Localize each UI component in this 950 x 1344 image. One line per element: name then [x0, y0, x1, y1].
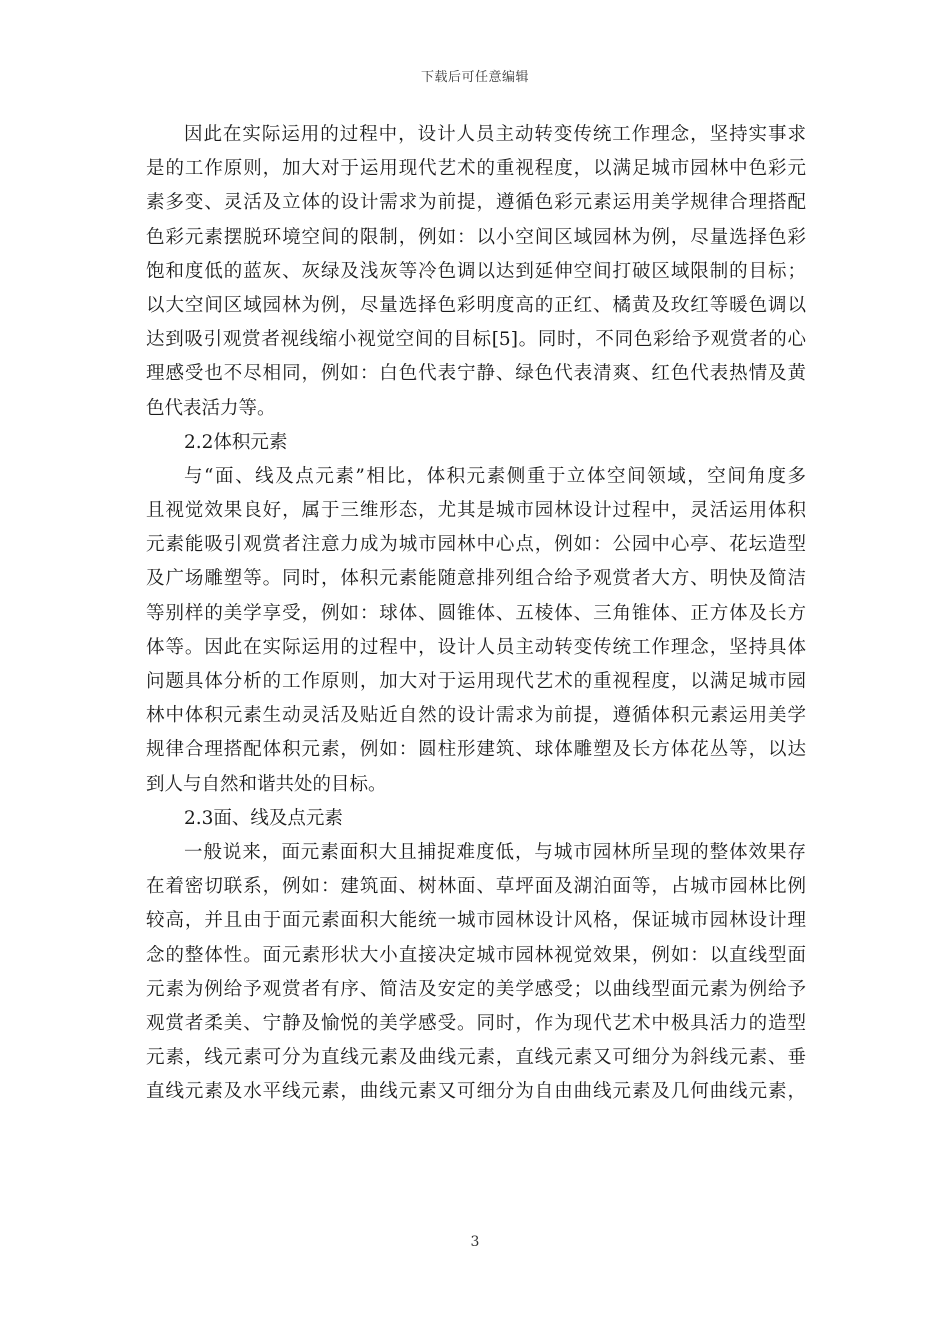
text-line: 且视觉效果良好，属于三维形态，尤其是城市园林设计过程中，灵活运用体积: [146, 500, 806, 522]
text-line: 达到吸引观赏者视线缩小视觉空间的目标[5]。同时，不同色彩给予观赏者的心: [146, 329, 806, 351]
text-line: 元素能吸引观赏者注意力成为城市园林中心点，例如：公园中心亭、花坛造型: [146, 534, 806, 556]
text-line: 与“面、线及点元素”相比，体积元素侧重于立体空间领域，空间角度多: [184, 465, 806, 487]
text-line: 等别样的美学享受，例如：球体、圆锥体、五棱体、三角锥体、正方体及长方: [146, 602, 806, 624]
text-line: 色代表活力等。: [146, 397, 276, 419]
text-line: 因此在实际运用的过程中，设计人员主动转变传统工作理念，坚持实事求: [184, 124, 806, 145]
text-line: 色彩元素摆脱环境空间的限制，例如：以小空间区域园林为例，尽量选择色彩: [146, 226, 806, 248]
text-line: 观赏者柔美、宁静及愉悦的美学感受。同时，作为现代艺术中极具活力的造型: [146, 1012, 806, 1034]
text-line: 到人与自然和谐共处的目标。: [146, 773, 387, 795]
text-line: 体等。因此在实际运用的过程中，设计人员主动转变传统工作理念，坚持具体: [146, 636, 806, 658]
page-number: 3: [470, 1234, 480, 1250]
paragraph-volume-elements: [146, 460, 806, 802]
paragraph-color-elements: [146, 118, 806, 426]
text-line: 及广场雕塑等。同时，体积元素能随意排列组合给予观赏者大方、明快及简洁: [146, 568, 806, 590]
text-line: 饱和度低的蓝灰、灰绿及浅灰等冷色调以达到延伸空间打破区域限制的目标；: [146, 260, 806, 282]
text-line: 规律合理搭配体积元素，例如：圆柱形建筑、球体雕塑及长方体花丛等，以达: [146, 739, 806, 761]
text-line: 直线元素及水平线元素，曲线元素又可细分为自由曲线元素及几何曲线元素，: [146, 1081, 806, 1103]
document-body: [146, 118, 806, 1109]
text-line: 理感受也不尽相同，例如：白色代表宁静、绿色代表清爽、红色代表热情及黄: [146, 363, 806, 385]
text-line: 较高，并且由于面元素面积大能统一城市园林设计风格，保证城市园林设计理: [146, 910, 806, 932]
section-heading-2-3: 2.3面、线及点元素: [184, 807, 343, 829]
text-line: 林中体积元素生动灵活及贴近自然的设计需求为前提，遵循体积元素运用美学: [146, 705, 806, 727]
text-line: 元素为例给予观赏者有序、简洁及安定的美学感受；以曲线型面元素为例给予: [146, 978, 806, 1000]
page-header: 下载后可任意编辑: [420, 70, 529, 85]
text-line: 问题具体分析的工作原则，加大对于运用现代艺术的重视程度，以满足城市园: [146, 671, 806, 692]
text-line: 在着密切联系，例如：建筑面、树林面、草坪面及湖泊面等，占城市园林比例: [146, 876, 806, 898]
text-line: 素多变、灵活及立体的设计需求为前提，遵循色彩元素运用美学规律合理搭配: [146, 192, 806, 214]
text-line: 以大空间区域园林为例，尽量选择色彩明度高的正红、橘黄及玫红等暖色调以: [146, 294, 806, 316]
text-line: 念的整体性。面元素形状大小直接决定城市园林视觉效果，例如：以直线型面: [146, 944, 806, 966]
text-line: 一般说来，面元素面积大且捕捉难度低，与城市园林所呈现的整体效果存: [184, 841, 806, 863]
section-heading-2-2: 2.2体积元素: [184, 431, 288, 453]
paragraph-surface-line-point-elements: [146, 836, 806, 1110]
text-line: 是的工作原则，加大对于运用现代艺术的重视程度，以满足城市园林中色彩元: [146, 158, 806, 180]
text-line: 元素，线元素可分为直线元素及曲线元素，直线元素又可细分为斜线元素、垂: [146, 1047, 806, 1069]
